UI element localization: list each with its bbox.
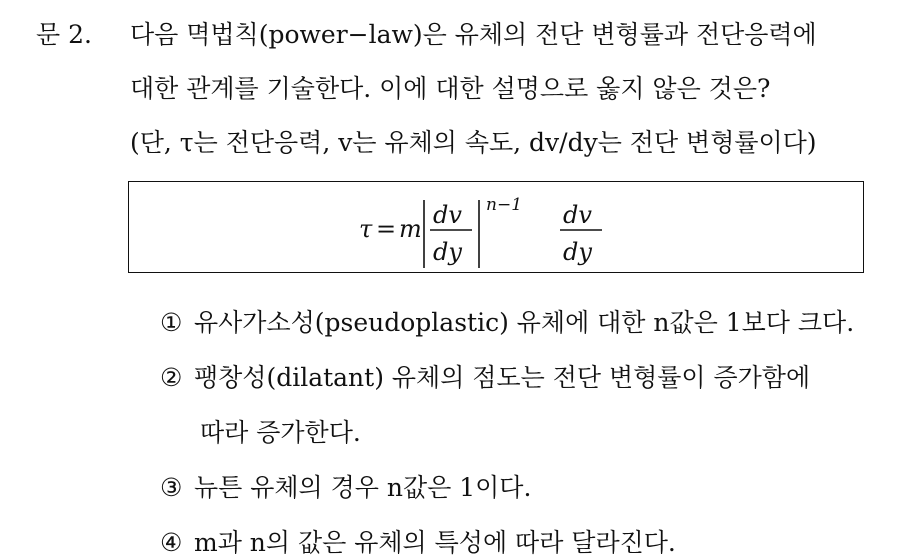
question-stem-line-1: 다음 멱법칙(power−law)은 유체의 전단 변형률과 전단응력에	[130, 20, 817, 49]
question-number: 문 2.	[36, 20, 92, 49]
formula-numerator-2: dv	[563, 201, 592, 229]
option-3-text: 뉴튼 유체의 경우 n값은 1이다.	[194, 473, 532, 502]
option-3[interactable]	[160, 471, 531, 505]
option-4-text: m과 n의 값은 유체의 특성에 따라 달라진다.	[194, 528, 676, 557]
option-2-continuation: 따라 증가한다.	[200, 418, 361, 447]
option-2[interactable]	[160, 361, 810, 395]
formula-coef: m	[399, 215, 422, 243]
power-law-formula	[129, 182, 865, 274]
option-2-mark: ②	[160, 363, 183, 392]
formula-denominator-2: dy	[563, 238, 592, 266]
formula-denominator: dy	[433, 238, 462, 266]
option-1-text: 유사가소성(pseudoplastic) 유체에 대한 n값은 1보다 크다.	[194, 308, 855, 337]
option-4-mark: ④	[160, 528, 183, 557]
formula-equals: =	[376, 215, 397, 243]
formula-tau: τ	[359, 215, 373, 243]
formula-box	[128, 181, 864, 273]
formula-exponent: n−1	[486, 195, 523, 215]
question-stem-line-2: 대한 관계를 기술한다. 이에 대한 설명으로 옳지 않은 것은?	[130, 74, 771, 103]
question-stem-line-3: (단, τ는 전단응력, v는 유체의 속도, dv/dy는 전단 변형률이다)	[130, 128, 817, 157]
formula-numerator: dv	[433, 201, 462, 229]
option-2-text: 팽창성(dilatant) 유체의 점도는 전단 변형률이 증가함에	[194, 363, 811, 392]
option-4[interactable]	[160, 526, 676, 560]
option-1-mark: ①	[160, 308, 183, 337]
option-1[interactable]	[160, 306, 854, 340]
option-3-mark: ③	[160, 473, 183, 502]
